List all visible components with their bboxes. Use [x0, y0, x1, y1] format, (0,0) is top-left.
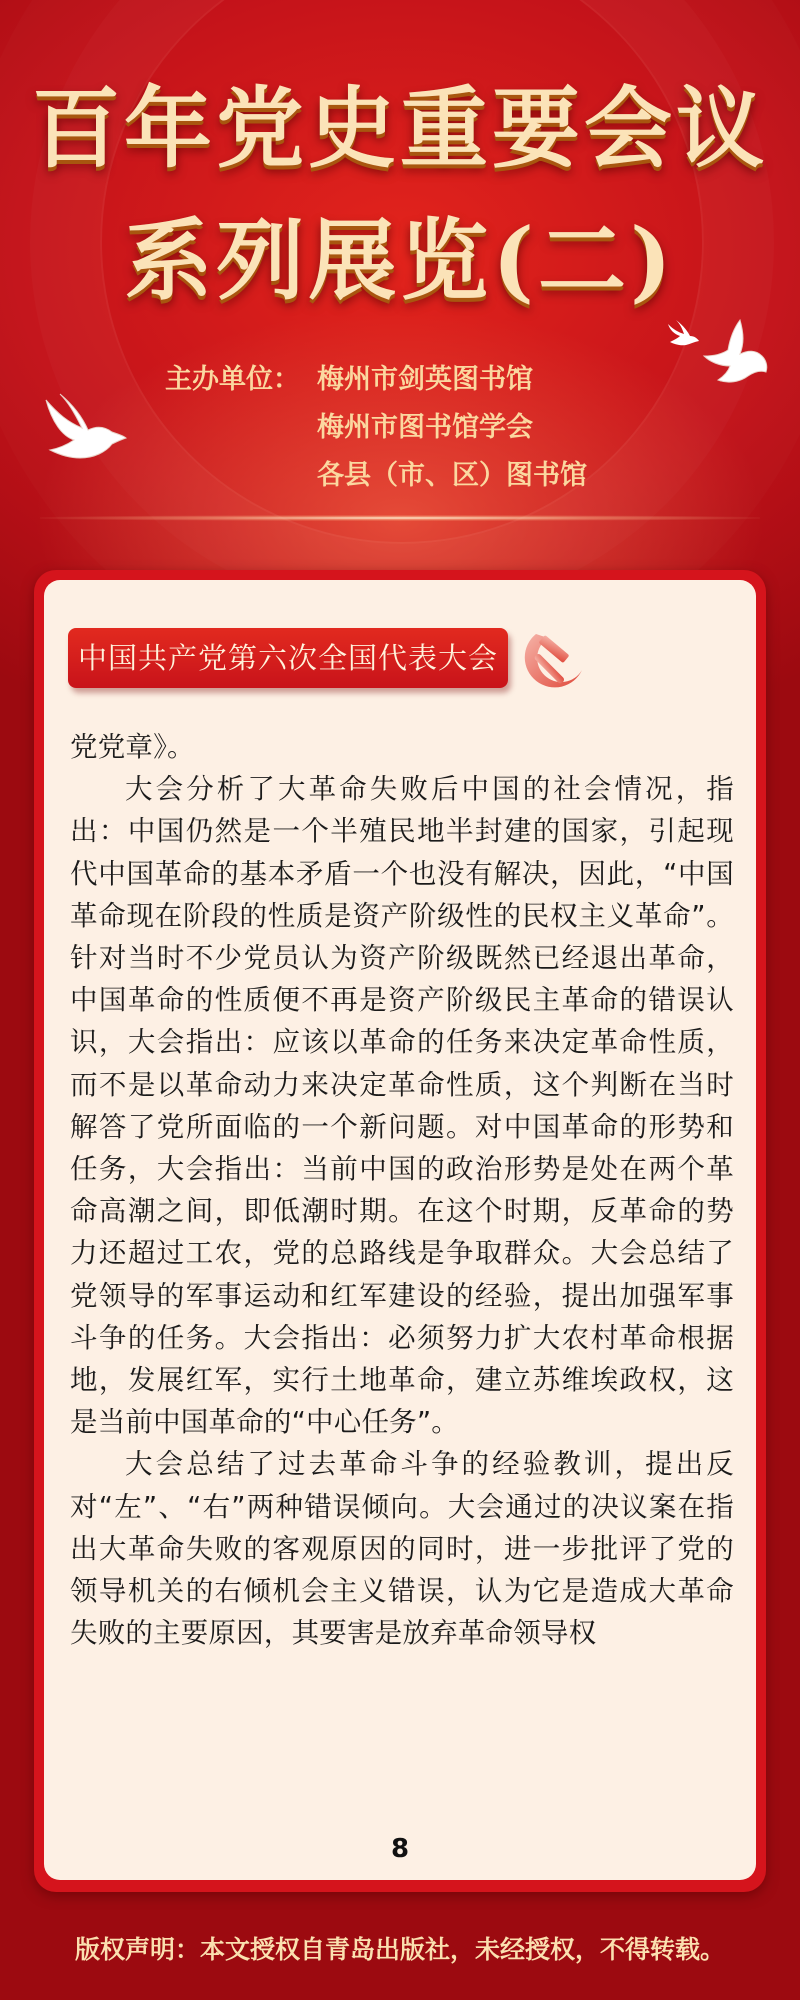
title-line-2: 系列展览(二) [124, 208, 676, 312]
section-title: 中国共产党第六次全国代表大会 [68, 628, 508, 688]
copyright-notice: 版权声明：本文授权自青岛出版社，未经授权，不得转载。 [74, 1935, 725, 1964]
dove-icon [700, 316, 770, 388]
paragraph: 大会总结了过去革命斗争的经验教训，提出反对“左”、“右”两种错误倾向。大会通过的决议案在指出大革命失败的客观原因的同时，进一步批评了党的领导机关的右倾机会主义错误，认为它是造成大革命失败的主要原因，其要害是放弃革命领导权 [70, 1448, 734, 1650]
page-number: 8 [390, 1834, 410, 1864]
body-text [70, 726, 734, 1654]
hammer-sickle-icon [516, 620, 594, 698]
organizers [165, 360, 587, 504]
dove-icon [38, 392, 128, 464]
paragraph: 大会分析了大革命失败后中国的社会情况，指出：中国仍然是一个半殖民地半封建的国家，引起现代中国革命的基本矛盾一个也没有解决，因此，“中国革命现在阶段的性质是资产阶级性的民权主义革命”。针对当时不少党员认为资产阶级既然已经退出革命，中国革命的性质便不再是资产阶级民主革命的错误认识，大会指出：应该以革命的任务来决定革命性质，而不是以革命动力来决定革命性质，这个判断在当时解答了党所面临的一个新问题。对中国革命的形势和任务，大会指出：当前中国的政治形势是处在两个革命高潮之间，即低潮时期。在这个时期，反革命的势力还超过工农，党的总路线是争取群众。大会总结了党领导的军事运动和红军建设的经验，提出加强军事斗争的任务。大会指出：必须努力扩大农村革命根据地，发展红军，实行土地革命，建立苏维埃政权，这是当前中国革命的“中心任务”。 [70, 773, 734, 1439]
dove-icon [664, 318, 700, 348]
organizer-name: 各县（市、区）图书馆 [317, 460, 587, 491]
glow-divider [40, 515, 760, 521]
organizer-row [165, 360, 587, 408]
organizer-label: 主办单位： [165, 364, 300, 395]
organizer-row [165, 456, 587, 504]
organizer-name: 梅州市图书馆学会 [317, 412, 533, 443]
organizer-name: 梅州市剑英图书馆 [317, 364, 533, 395]
paragraph: 党党章》。 [70, 731, 195, 763]
organizer-row [165, 408, 587, 456]
title-line-1: 百年党史重要会议 [31, 76, 768, 180]
